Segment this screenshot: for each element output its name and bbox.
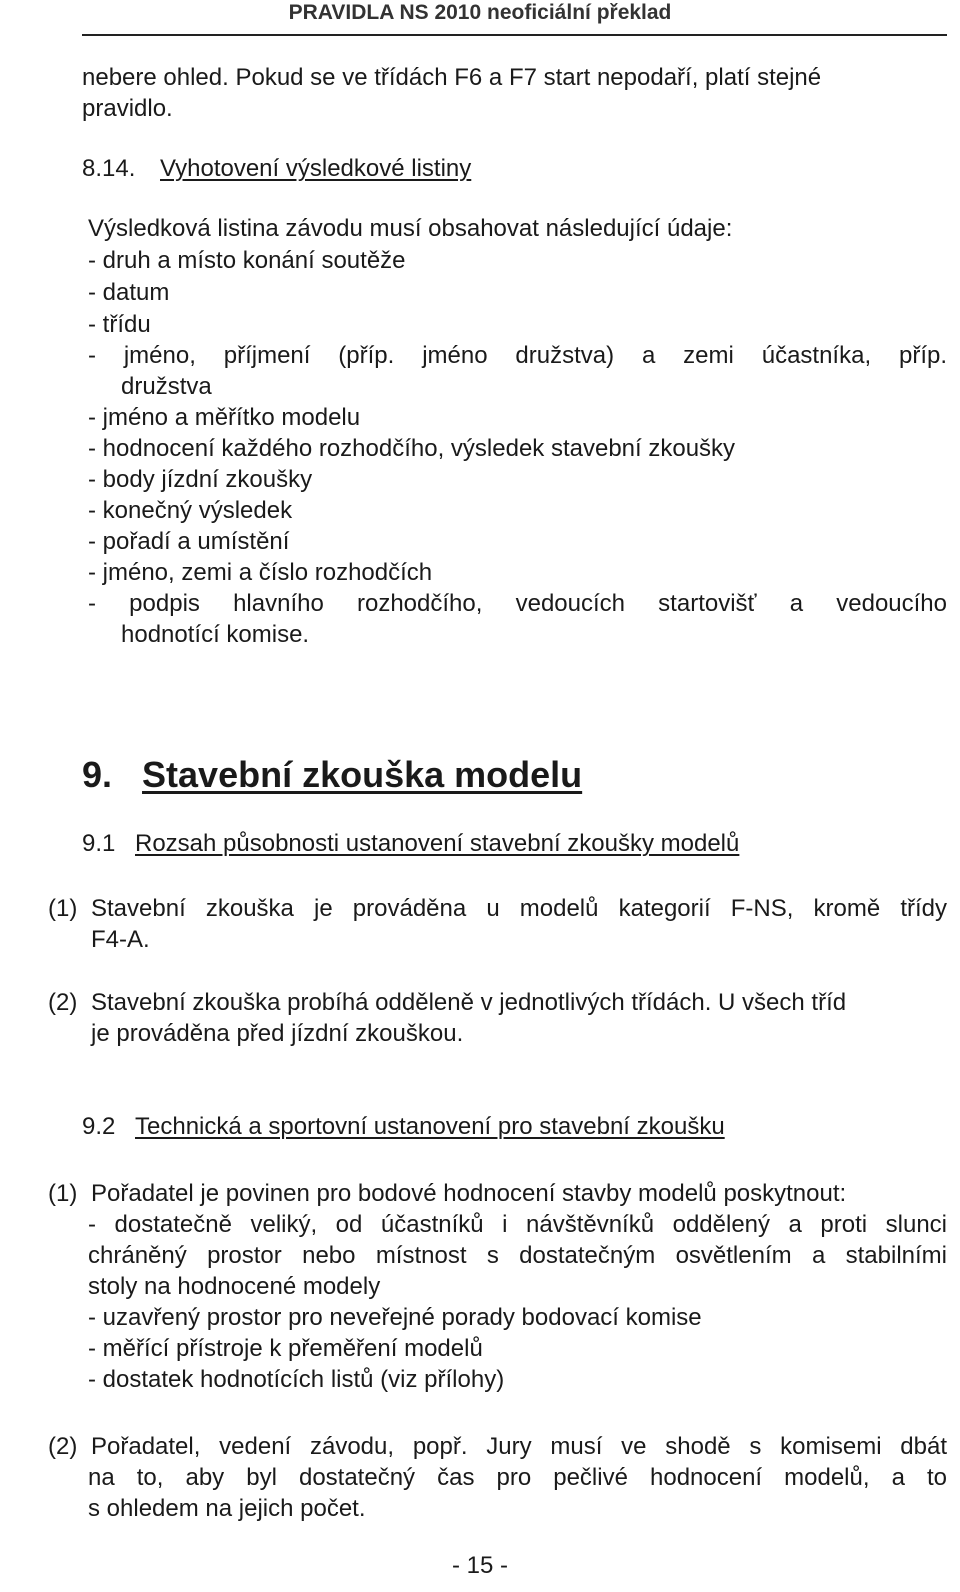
paragraph-text: F4-A.: [91, 926, 150, 953]
list-item: - konečný výsledek: [88, 497, 293, 524]
list-item: - jméno a měřítko modelu: [88, 404, 361, 431]
paragraph-text: Pořadatel je povinen pro bodové hodnocení stavby modelů poskytnout:: [91, 1180, 847, 1207]
section-number: 8.14.: [82, 155, 136, 182]
paragraph-text: Stavební zkouška je prováděna u modelů kategorií F-NS, kromě třídy: [91, 895, 947, 922]
paragraph-number: (2): [48, 1433, 78, 1460]
list-item: - datum: [88, 279, 170, 306]
chapter-title: Stavební zkouška modelu: [142, 754, 583, 795]
list-item: - body jízdní zkoušky: [88, 466, 313, 493]
paragraph-text: Pořadatel, vedení závodu, popř. Jury musí ve shodě s komisemi dbát: [91, 1433, 947, 1460]
list-item: - druh a místo konání soutěže: [88, 247, 406, 274]
paragraph-text: na to, aby byl dostatečný čas pro pečlivé hodnocení modelů, a to: [88, 1464, 947, 1491]
list-item-continuation: chráněný prostor nebo místnost s dostatečným osvětlením a stabilními: [88, 1242, 947, 1269]
list-item-continuation: stoly na hodnocené modely: [88, 1273, 381, 1300]
page-header: PRAVIDLA NS 2010 neoficiální překlad: [288, 1, 672, 24]
list-item-continuation: hodnotící komise.: [121, 621, 310, 648]
subsection-title: Rozsah působnosti ustanovení stavební zkoušky modelů: [135, 830, 740, 857]
list-item: - hodnocení každého rozhodčího, výsledek stavební zkoušky: [88, 435, 736, 462]
list-item: - jméno, příjmení (příp. jméno družstva) a zemi účastníka, příp.: [88, 342, 947, 369]
paragraph-number: (1): [48, 895, 78, 922]
list-item: - dostatečně veliký, od účastníků i návštěvníků oddělený a proti slunci: [88, 1211, 947, 1238]
chapter-number: 9.: [82, 754, 113, 795]
list-item-continuation: družstva: [121, 373, 212, 400]
list-item: - podpis hlavního rozhodčího, vedoucích startovišť a vedoucího: [88, 590, 947, 617]
list-item: - třídu: [88, 311, 151, 338]
paragraph-number: (2): [48, 989, 78, 1016]
intro-line-1: nebere ohled. Pokud se ve třídách F6 a F7 start nepodaří, platí stejné: [82, 64, 822, 91]
subsection-number: 9.1: [82, 830, 116, 857]
page-number: - 15 -: [451, 1552, 508, 1579]
paragraph-text: Stavební zkouška probíhá odděleně v jednotlivých třídách. U všech tříd: [91, 989, 847, 1016]
header-rule: [82, 34, 947, 36]
paragraph-text: s ohledem na jejich počet.: [88, 1495, 366, 1522]
paragraph-number: (1): [48, 1180, 78, 1207]
section-lead: Výsledková listina závodu musí obsahovat následující údaje:: [88, 215, 733, 242]
subsection-number: 9.2: [82, 1113, 116, 1140]
intro-line-2: pravidlo.: [82, 95, 173, 122]
section-title: Vyhotovení výsledkové listiny: [160, 155, 472, 182]
subsection-title: Technická a sportovní ustanovení pro stavební zkoušku: [135, 1113, 725, 1140]
list-item: - měřící přístroje k přeměření modelů: [88, 1335, 483, 1362]
paragraph-text: je prováděna před jízdní zkouškou.: [91, 1020, 464, 1047]
list-item: - pořadí a umístění: [88, 528, 290, 555]
list-item: - dostatek hodnotících listů (viz přílohy): [88, 1366, 505, 1393]
list-item: - jméno, zemi a číslo rozhodčích: [88, 559, 433, 586]
list-item: - uzavřený prostor pro neveřejné porady bodovací komise: [88, 1304, 702, 1331]
chapter-heading: [82, 755, 582, 795]
